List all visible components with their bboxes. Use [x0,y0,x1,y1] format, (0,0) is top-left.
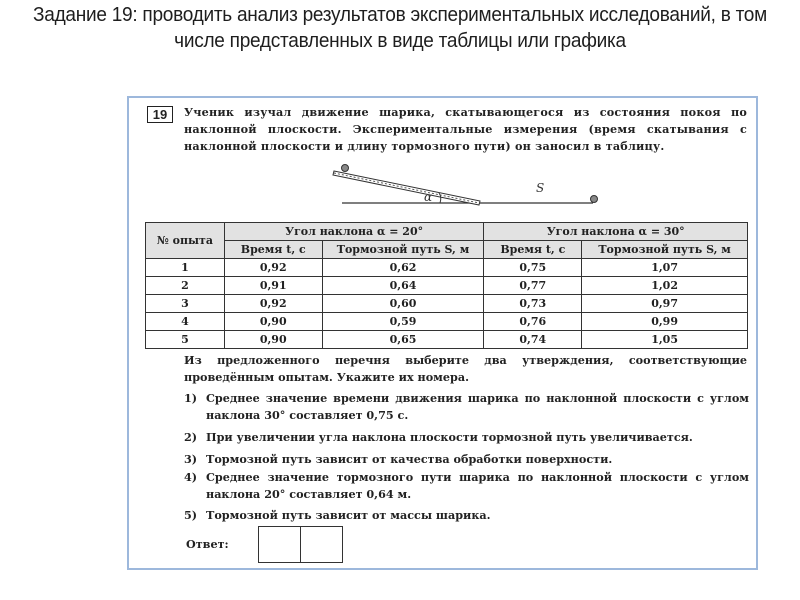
cell: 0,73 [484,295,582,313]
cell: 0,65 [322,331,484,349]
answer-box-2[interactable] [300,526,343,563]
slide-title: Задание 19: проводить анализ результатов экспериментальных исследований, в том числе представленных в виде таблицы или графика [33,3,767,52]
cell: 0,99 [582,313,748,331]
cell: 5 [146,331,225,349]
table-row [146,331,748,349]
cell: 0,97 [582,295,748,313]
task-number: 19 [147,106,173,123]
cell: 3 [146,295,225,313]
intro-line: наклонной плоскости. Экспериментальные измерения (время скатывания с [184,122,747,136]
ball-end [591,196,598,203]
cell: 2 [146,277,225,295]
cell: 0,91 [224,277,322,295]
cell: 0,90 [224,313,322,331]
option-text: Среднее значение времени движения шарика по наклонной плоскости с углом наклона 30° составляет 0,75 с. [206,391,749,422]
cell: 0,90 [224,331,322,349]
cell: 0,92 [224,295,322,313]
ball-start [342,165,349,172]
option-1 [184,390,749,424]
inclined-plane [333,171,480,205]
table-row [146,277,748,295]
cell: 0,74 [484,331,582,349]
answer-label: Ответ: [186,537,229,551]
cell: 0,77 [484,277,582,295]
table-row [146,313,748,331]
column-header-time: Время t, с [484,241,582,259]
group-header-20: Угол наклона α = 20° [224,223,484,241]
column-header-time: Время t, с [224,241,322,259]
option-5 [184,507,749,524]
option-number: 3) [184,452,198,466]
option-text: Среднее значение тормозного пути шарика по наклонной плоскости с углом наклона 20° составляет 0,64 м. [206,470,749,501]
option-2 [184,429,749,446]
cell: 1 [146,259,225,277]
cell: 0,62 [322,259,484,277]
question-text: Из предложенного перечня выберите два утверждения, соответствующие проведённым опытам. Укажите их номера. [184,353,747,384]
answer-box-1[interactable] [258,526,301,563]
cell: 4 [146,313,225,331]
option-text: Тормозной путь зависит от массы шарика. [206,508,491,522]
cell: 1,02 [582,277,748,295]
cell: 0,76 [484,313,582,331]
angle-label: α [424,190,433,204]
option-text: При увеличении угла наклона плоскости тормозной путь увеличивается. [206,430,693,444]
cell: 0,75 [484,259,582,277]
cell: 1,07 [582,259,748,277]
experiment-number-header: № опыта [146,223,225,259]
column-header-distance: Тормозной путь S, м [322,241,484,259]
option-number: 5) [184,508,198,522]
intro-line: Ученик изучал движение шарика, скатывающегося из состояния покоя по [184,105,747,119]
cell: 1,05 [582,331,748,349]
cell: 0,64 [322,277,484,295]
option-4 [184,469,749,503]
results-table [145,222,748,349]
table-row [146,259,748,277]
option-text: Тормозной путь зависит от качества обработки поверхности. [206,452,613,466]
table-row [146,295,748,313]
column-header-distance: Тормозной путь S, м [582,241,748,259]
option-number: 1) [184,391,198,405]
distance-label: S [536,181,545,195]
option-number: 2) [184,430,198,444]
cell: 0,59 [322,313,484,331]
option-number: 4) [184,470,198,484]
intro-line: наклонной плоскости и длину тормозного пути) он заносил в таблицу. [184,139,665,153]
cell: 0,60 [322,295,484,313]
group-header-30: Угол наклона α = 30° [484,223,748,241]
option-3 [184,451,749,468]
inclined-plane-diagram [330,160,610,210]
task-intro [184,104,747,155]
cell: 0,92 [224,259,322,277]
